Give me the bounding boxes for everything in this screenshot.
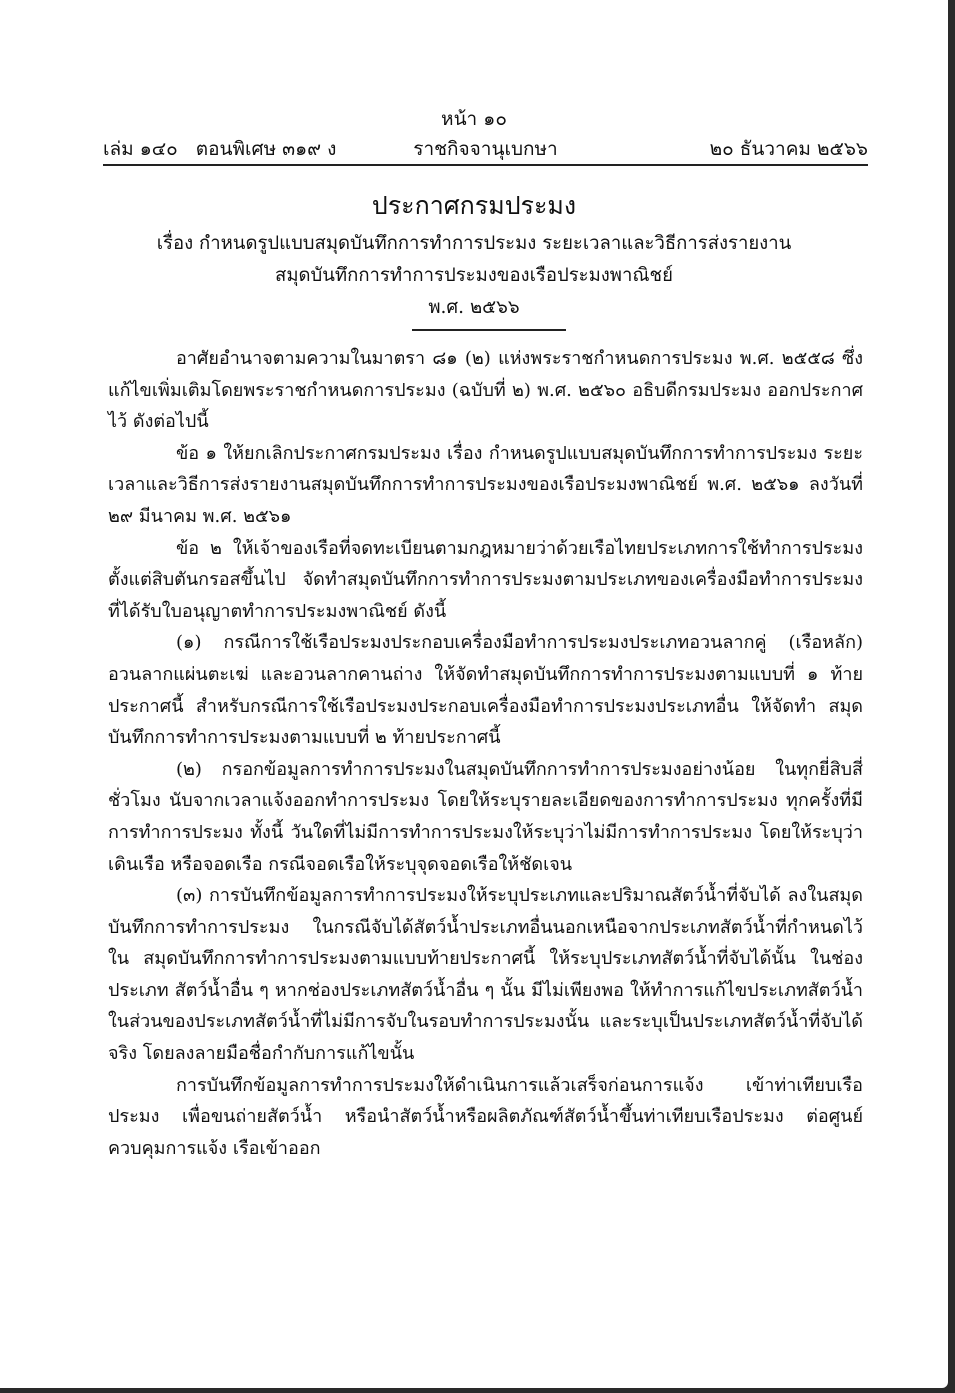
document-title: ประกาศกรมประมง [371,191,577,220]
paragraph-item-1: (๑) กรณีการใช้เรือประมงประกอบเครื่องมือทำการประมงประเภทอวนลากคู่ (เรือหลัก) อวนลากแผ่นตะเฆ่ และอวนลากคานถ่าง ให้จัดทำสมุดบันทึกการทำการประมงตามแบบที่ ๑ ท้ายประกาศนี้ สำหรับกรณีการใช้เรือประมงประกอบเครื่องมือทำการประมงประเภทอื่น ให้จัดทำ สมุดบันทึกการทำการประมงตามแบบที่ ๒ ท้ายประกาศนี้ [108,632,863,749]
paragraph-clause-2: ข้อ ๒ ให้เจ้าของเรือที่จดทะเบียนตามกฎหมายว่าด้วยเรือไทยประเภทการใช้ทำการประมง ตั้งแต่สิบตันกรอสขึ้นไป จัดทำสมุดบันทึกการทำการประมงตามประเภทของเครื่องมือทำการประมง ที่ได้รับใบอนุญาตทำการประมงพาณิชย์ ดังนี้ [108,537,863,622]
publication-date: ๒๐ ธันวาคม ๒๕๖๖ [709,138,868,160]
paragraph-clause-1: ข้อ ๑ ให้ยกเลิกประกาศกรมประมง เรื่อง กำหนดรูปแบบสมุดบันทึกการทำการประมง ระยะเวลาและวิธีการส่งรายงานสมุดบันทึกการทำการประมงของเรือประมงพาณิชย์ พ.ศ. ๒๕๖๑ ลงวันที่ ๒๙ มีนาคม พ.ศ. ๒๕๖๑ [108,442,863,527]
gazette-header [103,134,868,166]
subject-line-2: สมุดบันทึกการทำการประมงของเรือประมงพาณิชย์ [275,265,673,286]
title-divider [412,329,566,331]
volume-number: เล่ม ๑๔๐ [103,138,178,160]
document-body [108,343,863,1164]
paragraph-item-2: (๒) กรอกข้อมูลการทำการประมงในสมุดบันทึกการทำการประมงอย่างน้อย ในทุกยี่สิบสี่ชั่วโมง นับจากเวลาแจ้งออกทำการประมง โดยให้ระบุรายละเอียดของการทำการประมง ทุกครั้งที่มีการทำการประมง ทั้งนี้ วันใดที่ไม่มีการทำการประมงให้ระบุว่าไม่มีการทำการประมง โดยให้ระบุว่าเดินเรือ หรือจอดเรือ กรณีจอดเรือให้ระบุจุดจอดเรือให้ชัดเจน [108,758,863,875]
paragraph-preamble: อาศัยอำนาจตามความในมาตรา ๘๑ (๒) แห่งพระราชกำหนดการประมง พ.ศ. ๒๕๕๘ ซึ่งแก้ไขเพิ่มเติมโดยพระราชกำหนดการประมง (ฉบับที่ ๒) พ.ศ. ๒๕๖๐ อธิบดีกรมประมง ออกประกาศไว้ ดังต่อไปนี้ [108,348,863,433]
document-subject [0,228,948,324]
subject-line-1: เรื่อง กำหนดรูปแบบสมุดบันทึกการทำการประมง ระยะเวลาและวิธีการส่งรายงาน [156,233,792,254]
gazette-name: ราชกิจจานุเบกษา [413,138,558,160]
paragraph-closing: การบันทึกข้อมูลการทำการประมงให้ดำเนินการแล้วเสร็จก่อนการแจ้ง เข้าท่าเทียบเรือประมง เพื่อขนถ่ายสัตว์น้ำ หรือนำสัตว์น้ำหรือผลิตภัณฑ์สัตว์น้ำขึ้นท่าเทียบเรือประมง ต่อศูนย์ควบคุมการแจ้ง เรือเข้าออก [108,1074,863,1159]
section-number: ตอนพิเศษ ๓๑๙ ง [195,138,337,160]
paragraph-item-3: (๓) การบันทึกข้อมูลการทำการประมงให้ระบุประเภทและปริมาณสัตว์น้ำที่จับได้ ลงในสมุด บันทึกการทำการประมง ในกรณีจับได้สัตว์น้ำประเภทอื่นนอกเหนือจากประเภทสัตว์น้ำที่กำหนดไว้ใน สมุดบันทึกการทำการประมงตามแบบท้ายประกาศนี้ ให้ระบุประเภทสัตว์น้ำที่จับได้นั้น ในช่องประเภท สัตว์น้ำอื่น ๆ หากช่องประเภทสัตว์น้ำอื่น ๆ นั้น มีไม่เพียงพอ ให้ทำการแก้ไขประเภทสัตว์น้ำ ในส่วนของประเภทสัตว์น้ำที่ไม่มีการจับในรอบทำการประมงนั้น และระบุเป็นประเภทสัตว์น้ำที่จับได้จริง โดยลงลายมือชื่อกำกับการแก้ไขนั้น [108,885,863,1065]
page-number: หน้า ๑๐ [441,108,507,130]
subject-year: พ.ศ. ๒๕๖๖ [428,297,520,318]
